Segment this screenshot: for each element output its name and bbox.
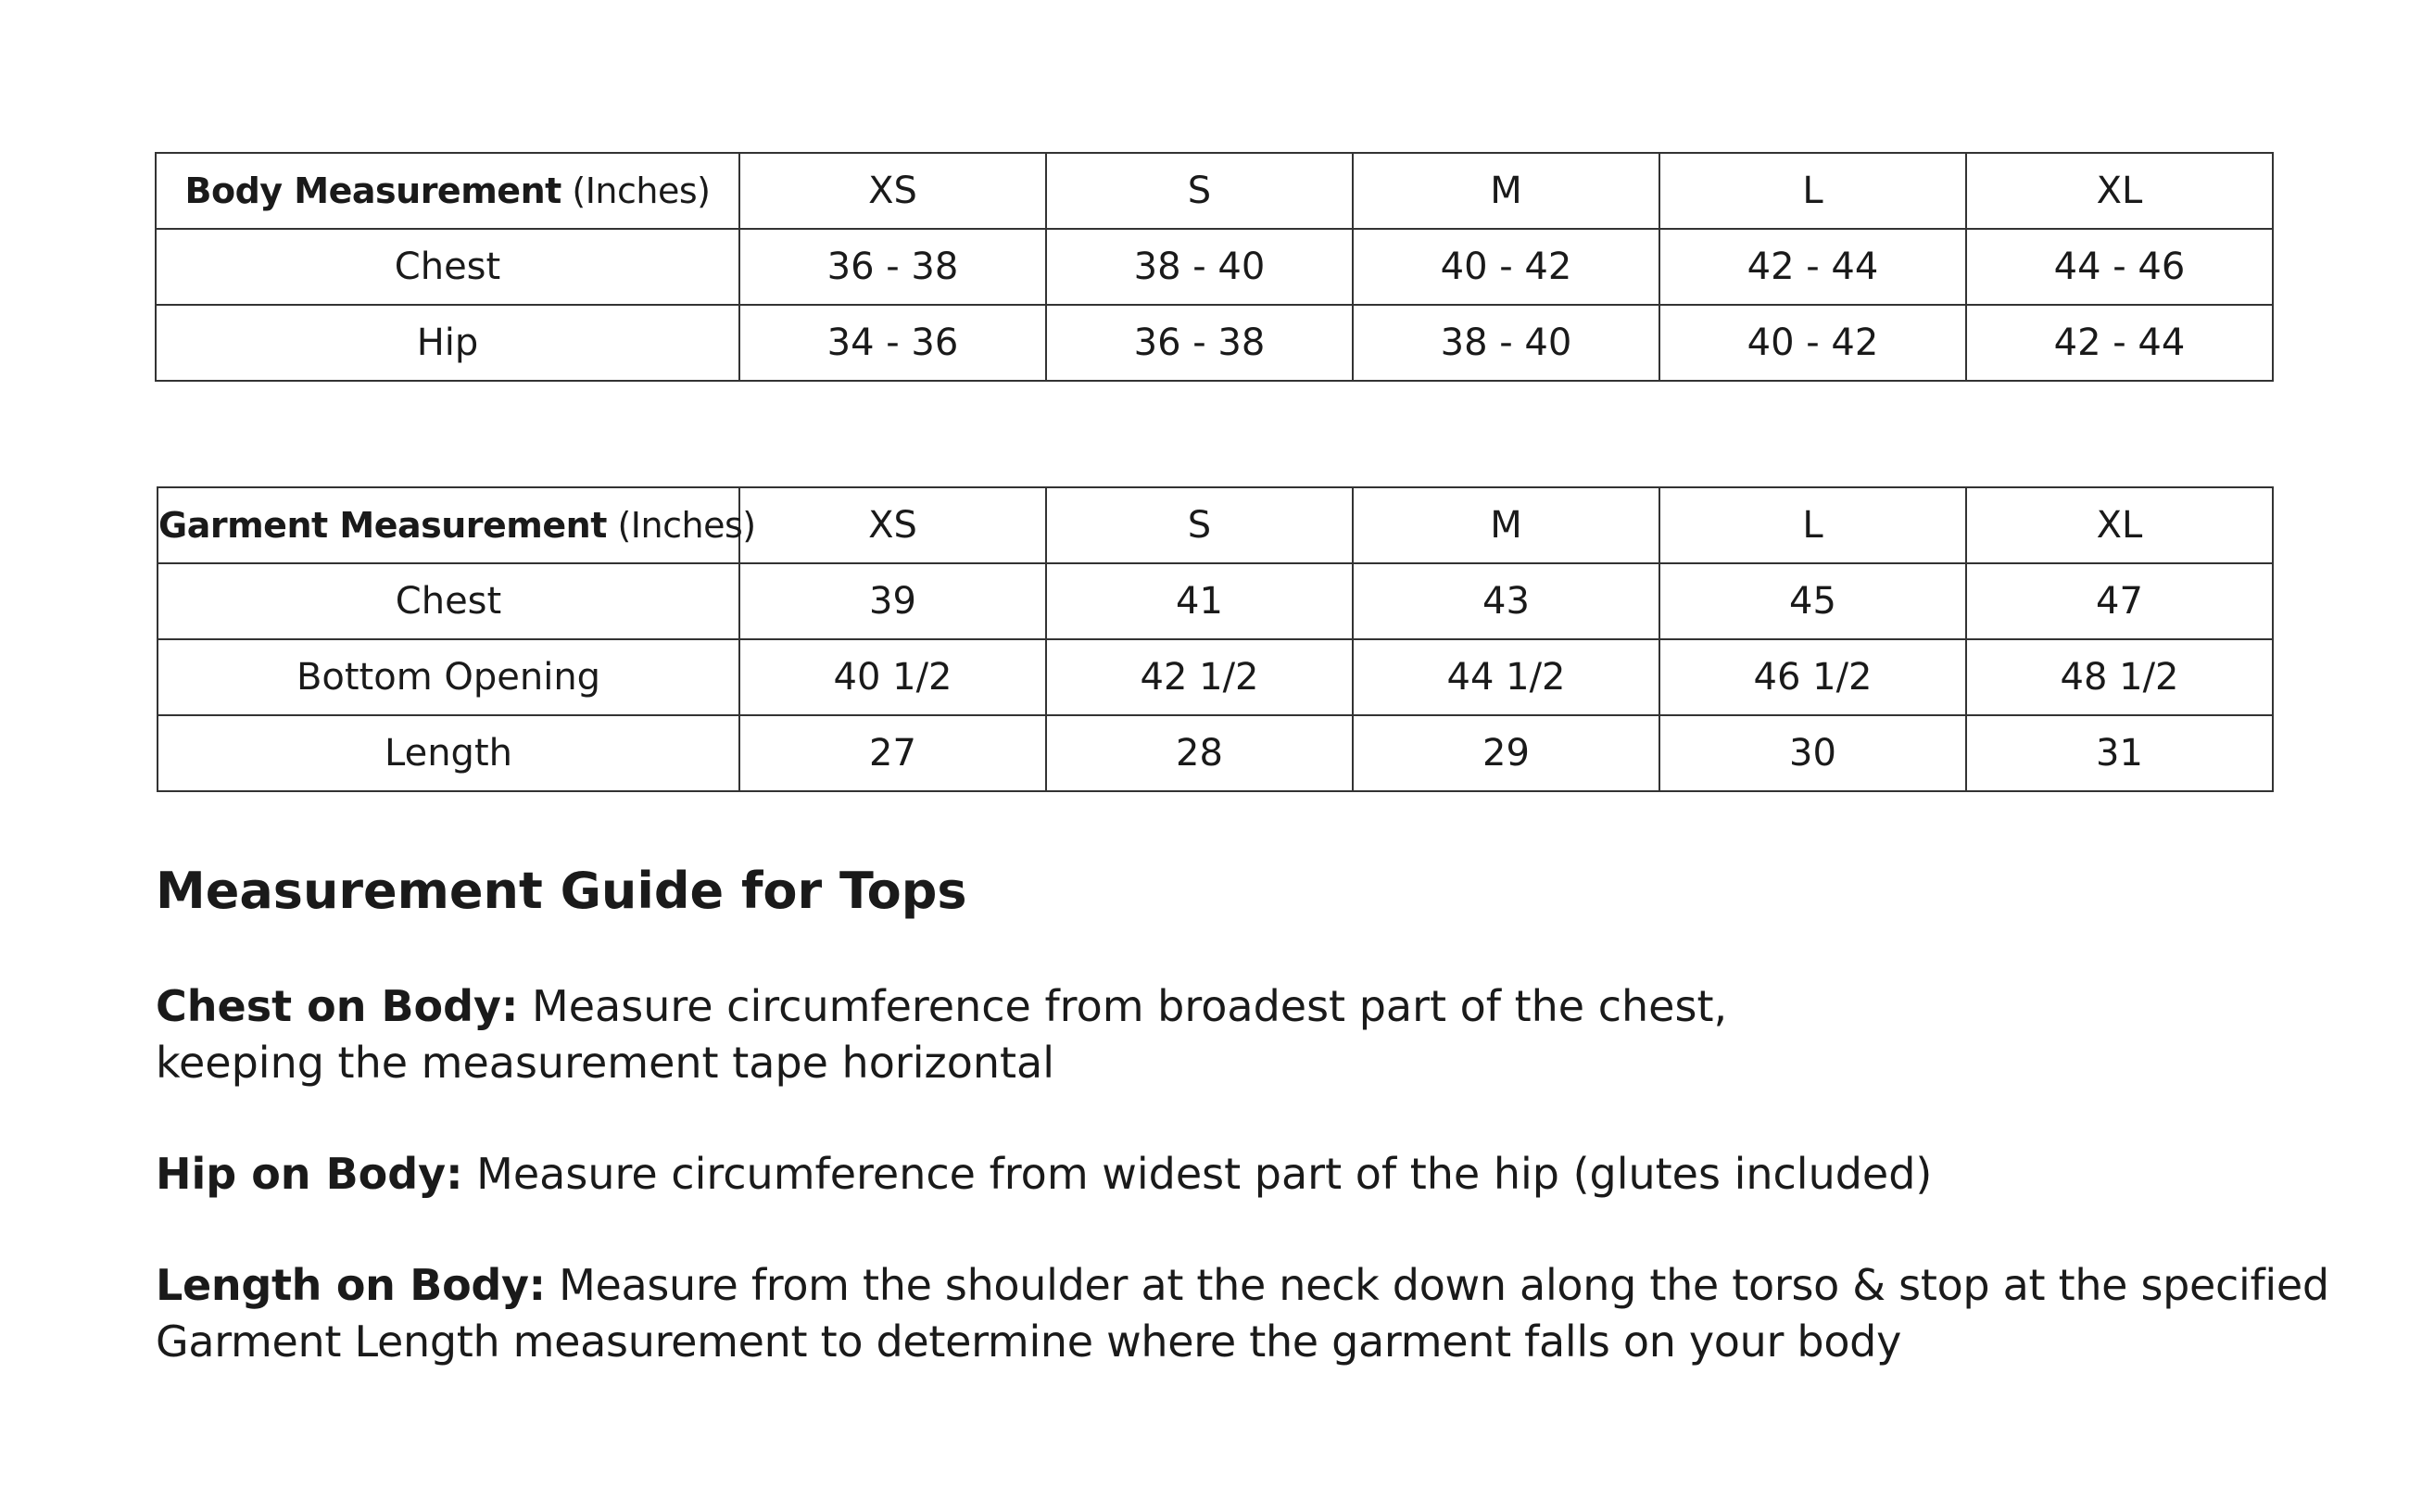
row-label: Hip [156, 305, 739, 381]
row-label: Chest [156, 229, 739, 305]
header-label-bold: Garment Measurement [158, 505, 607, 546]
guide-term: Hip on Body: [156, 1149, 463, 1199]
garment-measurement-table [157, 486, 2274, 792]
row-label: Bottom Opening [158, 639, 739, 715]
table-cell: 31 [1966, 715, 2273, 791]
row-label: Chest [158, 563, 739, 639]
size-xl-header: XL [1966, 487, 2273, 563]
guide-text-line: keeping the measurement tape horizontal [156, 1038, 1054, 1088]
header-label-unit: (Inches) [606, 505, 756, 546]
table-row [156, 229, 2273, 305]
table-cell: 40 - 42 [1353, 229, 1659, 305]
size-xs-header: XS [739, 487, 1046, 563]
table-cell: 47 [1966, 563, 2273, 639]
table-cell: 36 - 38 [739, 229, 1046, 305]
table-cell: 30 [1659, 715, 1966, 791]
size-m-header: M [1353, 487, 1659, 563]
guide-text-line: Measure circumference from widest part of the hip (glutes included) [462, 1149, 1933, 1199]
table-cell: 28 [1046, 715, 1353, 791]
table-cell: 39 [739, 563, 1046, 639]
table-cell: 42 1/2 [1046, 639, 1353, 715]
table-cell: 34 - 36 [739, 305, 1046, 381]
table-cell: 38 - 40 [1353, 305, 1659, 381]
table-cell: 42 - 44 [1659, 229, 1966, 305]
table-cell: 40 - 42 [1659, 305, 1966, 381]
header-label-bold: Body Measurement [184, 170, 561, 211]
table-row [156, 305, 2273, 381]
table-cell: 40 1/2 [739, 639, 1046, 715]
table-cell: 45 [1659, 563, 1966, 639]
table-row [158, 715, 2273, 791]
table-row [158, 639, 2273, 715]
table-header-row [158, 487, 2273, 563]
table-cell: 41 [1046, 563, 1353, 639]
guide-hip-paragraph [156, 1146, 2398, 1203]
guide-title: Measurement Guide for Tops [156, 862, 967, 920]
table-header-row [156, 153, 2273, 229]
guide-text-line: Measure from the shoulder at the neck down along the torso & stop at the specified [545, 1260, 2329, 1310]
table-cell: 46 1/2 [1659, 639, 1966, 715]
guide-chest-paragraph [156, 978, 2398, 1091]
table-cell: 44 - 46 [1966, 229, 2273, 305]
garment-measurement-header [158, 487, 756, 563]
size-xs-header: XS [739, 153, 1046, 229]
table-cell: 43 [1353, 563, 1659, 639]
table-row [158, 563, 2273, 639]
size-s-header: S [1046, 153, 1353, 229]
table-cell: 36 - 38 [1046, 305, 1353, 381]
header-label-unit: (Inches) [561, 170, 711, 211]
table-cell: 44 1/2 [1353, 639, 1659, 715]
size-l-header: L [1659, 487, 1966, 563]
table-cell: 27 [739, 715, 1046, 791]
size-l-header: L [1659, 153, 1966, 229]
body-measurement-table [155, 152, 2274, 382]
table-cell: 42 - 44 [1966, 305, 2273, 381]
size-s-header: S [1046, 487, 1353, 563]
guide-term: Length on Body: [156, 1260, 546, 1310]
guide-term: Chest on Body: [156, 981, 519, 1031]
table-cell: 38 - 40 [1046, 229, 1353, 305]
size-xl-header: XL [1966, 153, 2273, 229]
table-cell: 48 1/2 [1966, 639, 2273, 715]
table-cell: 29 [1353, 715, 1659, 791]
guide-text-line: Garment Length measurement to determine where the garment falls on your body [156, 1317, 1901, 1367]
size-m-header: M [1353, 153, 1659, 229]
body-measurement-header [156, 153, 739, 229]
guide-text-line: Measure circumference from broadest part of the chest, [518, 981, 1728, 1031]
guide-length-paragraph [156, 1257, 2398, 1370]
row-label: Length [158, 715, 739, 791]
